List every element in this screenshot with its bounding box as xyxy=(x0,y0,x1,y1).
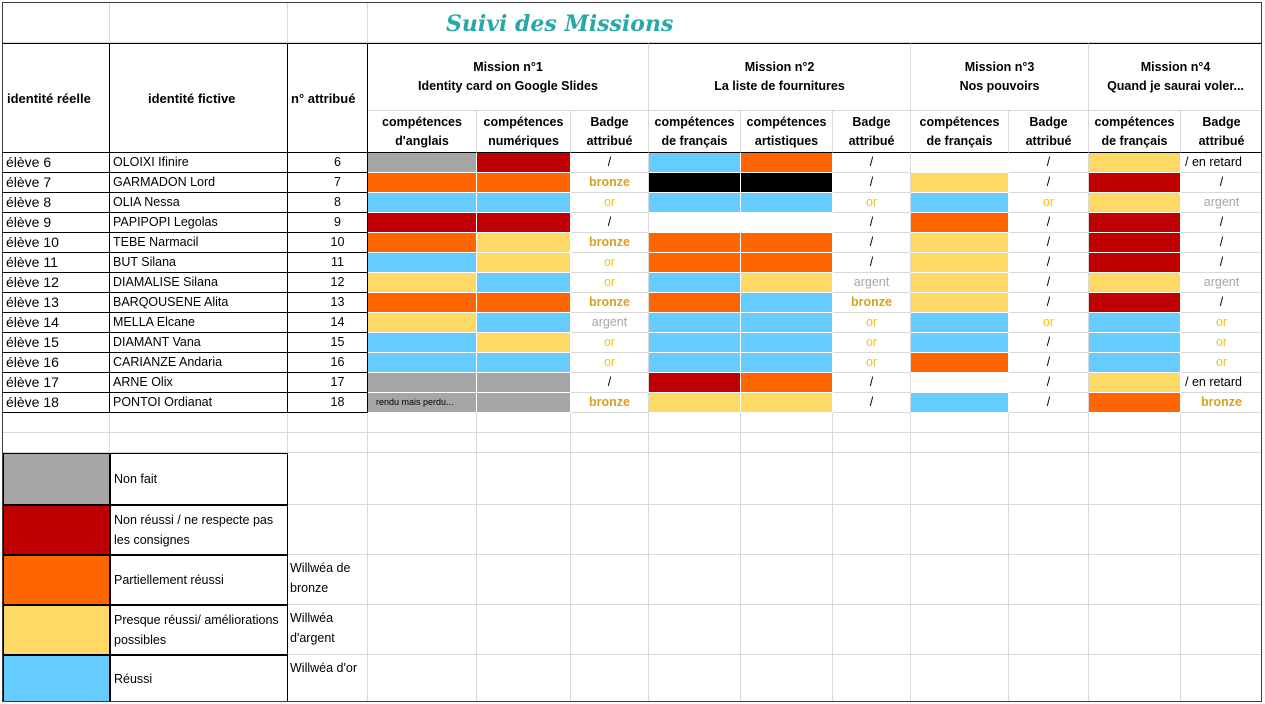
grid-cell[interactable] xyxy=(571,605,649,655)
student-number: 10 xyxy=(288,233,368,253)
grid-cell[interactable] xyxy=(1009,555,1089,605)
column-header: Badge attribué xyxy=(571,111,649,153)
skill-cell-m1-digital[interactable] xyxy=(477,353,571,373)
legend-swatch xyxy=(3,555,110,605)
badge-cell[interactable]: / xyxy=(1181,173,1262,193)
column-header: compétences numériques xyxy=(477,111,571,153)
student-number: 18 xyxy=(288,393,368,413)
skill-cell-m1-digital[interactable] xyxy=(477,313,571,333)
grid-cell[interactable] xyxy=(1089,505,1181,555)
grid-cell[interactable] xyxy=(1181,413,1262,433)
skill-cell-m1-english[interactable] xyxy=(368,193,477,213)
skill-cell-m3-french[interactable] xyxy=(911,333,1009,353)
mission-header-3 xyxy=(911,43,1089,111)
badge-cell[interactable]: / xyxy=(833,373,911,393)
skill-cell-m3-french[interactable] xyxy=(911,193,1009,213)
skill-cell-m3-french[interactable] xyxy=(911,153,1009,173)
badge-cell[interactable]: / xyxy=(571,373,649,393)
badge-cell[interactable]: / xyxy=(1009,153,1089,173)
mission-header-1 xyxy=(368,43,649,111)
grid-cell[interactable] xyxy=(649,555,741,605)
skill-cell-m2-french[interactable] xyxy=(649,233,741,253)
student-number: 9 xyxy=(288,213,368,233)
grid-cell[interactable] xyxy=(649,453,741,505)
skill-cell-m1-english[interactable] xyxy=(368,353,477,373)
skill-cell-m2-french[interactable] xyxy=(649,333,741,353)
cell-note: rendu mais perdu... xyxy=(376,397,454,407)
student-number: 7 xyxy=(288,173,368,193)
grid-cell[interactable] xyxy=(477,605,571,655)
skill-cell-m2-artistic[interactable] xyxy=(741,193,833,213)
header-fictional-identity: identité fictive xyxy=(110,43,288,153)
column-header: compétences de français xyxy=(649,111,741,153)
grid-cell[interactable] xyxy=(1089,413,1181,433)
badge-cell[interactable]: / xyxy=(1009,233,1089,253)
student-fictional-name: PONTOI Ordianat xyxy=(110,393,288,413)
badge-cell[interactable]: bronze xyxy=(571,173,649,193)
badge-cell[interactable]: / xyxy=(833,213,911,233)
student-number: 11 xyxy=(288,253,368,273)
grid-cell[interactable] xyxy=(649,433,741,453)
grid-cell[interactable] xyxy=(911,655,1009,702)
student-number: 12 xyxy=(288,273,368,293)
skill-cell-m2-artistic[interactable] xyxy=(741,353,833,373)
badge-cell[interactable]: / xyxy=(833,173,911,193)
badge-cell[interactable]: bronze xyxy=(1181,393,1262,413)
skill-cell-m2-artistic[interactable] xyxy=(741,253,833,273)
grid-cell[interactable] xyxy=(649,605,741,655)
column-header: compétences d'anglais xyxy=(368,111,477,153)
grid-cell[interactable] xyxy=(571,433,649,453)
legend-swatch xyxy=(3,453,110,505)
skill-cell-m3-french[interactable] xyxy=(911,353,1009,373)
badge-cell[interactable]: argent xyxy=(1181,273,1262,293)
skill-cell-m2-french[interactable] xyxy=(649,153,741,173)
student-number: 14 xyxy=(288,313,368,333)
skill-cell-m4-french[interactable] xyxy=(1089,313,1181,333)
badge-cell[interactable]: / xyxy=(1009,333,1089,353)
skill-cell-m3-french[interactable] xyxy=(911,373,1009,393)
skill-cell-m1-english[interactable] xyxy=(368,153,477,173)
legend-label: Presque réussi/ améliorations possibles xyxy=(110,605,288,655)
grid-cell[interactable] xyxy=(833,505,911,555)
grid-cell[interactable] xyxy=(911,433,1009,453)
skill-cell-m4-french[interactable] xyxy=(1089,173,1181,193)
skill-cell-m2-artistic[interactable] xyxy=(741,213,833,233)
student-fictional-name: TEBE Narmacil xyxy=(110,233,288,253)
skill-cell-m4-french[interactable] xyxy=(1089,333,1181,353)
student-real-name: élève 18 xyxy=(3,393,110,413)
badge-cell[interactable]: / xyxy=(833,393,911,413)
skill-cell-m2-french[interactable] xyxy=(649,253,741,273)
student-fictional-name: GARMADON Lord xyxy=(110,173,288,193)
skill-cell-m4-french[interactable] xyxy=(1089,353,1181,373)
student-real-name: élève 9 xyxy=(3,213,110,233)
skill-cell-m3-french[interactable] xyxy=(911,273,1009,293)
grid-cell[interactable] xyxy=(741,433,833,453)
grid-cell[interactable] xyxy=(911,505,1009,555)
grid-cell[interactable] xyxy=(911,453,1009,505)
skill-cell-m1-digital[interactable] xyxy=(477,193,571,213)
column-header: Badge attribué xyxy=(1009,111,1089,153)
skill-cell-m1-english[interactable] xyxy=(368,333,477,353)
grid-cell[interactable] xyxy=(833,555,911,605)
student-fictional-name: MELLA Elcane xyxy=(110,313,288,333)
column-header: compétences de français xyxy=(911,111,1009,153)
grid-cell[interactable] xyxy=(1181,505,1262,555)
legend-label: Non réussi / ne respecte pas les consignes xyxy=(110,505,288,555)
badge-cell[interactable]: or xyxy=(833,313,911,333)
grid-cell[interactable] xyxy=(368,505,477,555)
badge-cell[interactable]: / xyxy=(1009,253,1089,273)
badge-cell[interactable]: or xyxy=(571,333,649,353)
skill-cell-m2-artistic[interactable] xyxy=(741,393,833,413)
skill-cell-m3-french[interactable] xyxy=(911,173,1009,193)
skill-cell-m1-digital[interactable] xyxy=(477,153,571,173)
skill-cell-m4-french[interactable] xyxy=(1089,293,1181,313)
grid-cell[interactable] xyxy=(741,605,833,655)
badge-cell[interactable]: / xyxy=(571,213,649,233)
grid-cell[interactable] xyxy=(571,505,649,555)
skill-cell-m3-french[interactable] xyxy=(911,253,1009,273)
badge-cell[interactable]: or xyxy=(833,333,911,353)
badge-cell[interactable]: or xyxy=(833,193,911,213)
student-number: 6 xyxy=(288,153,368,173)
grid-cell[interactable] xyxy=(288,413,368,433)
grid-cell[interactable] xyxy=(571,453,649,505)
grid-cell[interactable] xyxy=(3,433,110,453)
mission-header-2 xyxy=(649,43,911,111)
skill-cell-m1-english[interactable] xyxy=(368,173,477,193)
grid-cell[interactable] xyxy=(741,655,833,702)
skill-cell-m1-digital[interactable] xyxy=(477,233,571,253)
mission-title: Mission n°1 xyxy=(473,60,543,74)
student-fictional-name: DIAMANT Vana xyxy=(110,333,288,353)
badge-cell[interactable]: / xyxy=(1009,393,1089,413)
skill-cell-m2-french[interactable] xyxy=(649,393,741,413)
skill-cell-m2-french[interactable] xyxy=(649,193,741,213)
student-fictional-name: OLIA Nessa xyxy=(110,193,288,213)
legend-label: Réussi xyxy=(110,655,288,702)
skill-cell-m1-english[interactable] xyxy=(368,213,477,233)
grid-cell[interactable] xyxy=(110,413,288,433)
badge-cell[interactable]: / xyxy=(833,233,911,253)
skill-cell-m2-artistic[interactable] xyxy=(741,233,833,253)
grid-cell[interactable] xyxy=(571,555,649,605)
badge-cell[interactable]: argent xyxy=(1181,193,1262,213)
mission-header-4 xyxy=(1089,43,1262,111)
badge-cell[interactable]: argent xyxy=(833,273,911,293)
grid-cell[interactable] xyxy=(368,453,477,505)
grid-cell[interactable] xyxy=(3,413,110,433)
student-fictional-name: CARIANZE Andaria xyxy=(110,353,288,373)
skill-cell-m1-digital[interactable] xyxy=(477,293,571,313)
skill-cell-m2-french[interactable] xyxy=(649,173,741,193)
student-real-name: élève 6 xyxy=(3,153,110,173)
student-real-name: élève 11 xyxy=(3,253,110,273)
grid-cell[interactable] xyxy=(477,433,571,453)
badge-cell[interactable]: or xyxy=(571,353,649,373)
grid-cell[interactable] xyxy=(368,433,477,453)
mission-title: Mission n°4 xyxy=(1140,60,1211,74)
grid-cell[interactable] xyxy=(1181,433,1262,453)
skill-cell-m2-artistic[interactable] xyxy=(741,373,833,393)
grid-cell[interactable] xyxy=(1181,605,1262,655)
grid-cell[interactable] xyxy=(477,413,571,433)
grid-cell[interactable] xyxy=(911,605,1009,655)
student-number: 16 xyxy=(288,353,368,373)
badge-cell[interactable]: / xyxy=(1009,293,1089,313)
skill-cell-m1-english[interactable] xyxy=(368,253,477,273)
column-header: compétences de français xyxy=(1089,111,1181,153)
student-number: 13 xyxy=(288,293,368,313)
student-real-name: élève 16 xyxy=(3,353,110,373)
grid-cell[interactable] xyxy=(1089,453,1181,505)
skill-cell-m1-english[interactable] xyxy=(368,393,477,413)
mission-subtitle: La liste de fournitures xyxy=(714,79,845,93)
grid-cell[interactable] xyxy=(833,433,911,453)
badge-cell[interactable]: / xyxy=(1181,253,1262,273)
skill-cell-m3-french[interactable] xyxy=(911,293,1009,313)
skill-cell-m2-french[interactable] xyxy=(649,273,741,293)
badge-cell[interactable]: argent xyxy=(571,313,649,333)
skill-cell-m3-french[interactable] xyxy=(911,213,1009,233)
skill-cell-m1-digital[interactable] xyxy=(477,333,571,353)
skill-cell-m2-artistic[interactable] xyxy=(741,293,833,313)
badge-cell[interactable]: / xyxy=(1009,273,1089,293)
grid-cell[interactable] xyxy=(477,655,571,702)
grid-cell[interactable] xyxy=(1009,505,1089,555)
legend-swatch xyxy=(3,505,110,555)
badge-cell[interactable]: or xyxy=(1181,333,1262,353)
student-real-name: élève 13 xyxy=(3,293,110,313)
badge-cell[interactable]: / xyxy=(833,253,911,273)
skill-cell-m2-french[interactable] xyxy=(649,373,741,393)
badge-cell[interactable]: / xyxy=(1009,373,1089,393)
legend-badge-label: Willwéa d'argent xyxy=(290,611,335,645)
skill-cell-m1-digital[interactable] xyxy=(477,253,571,273)
mission-title: Mission n°3 xyxy=(964,60,1035,74)
grid-cell[interactable] xyxy=(1089,655,1181,702)
skill-cell-m1-digital[interactable] xyxy=(477,273,571,293)
student-fictional-name: BUT Silana xyxy=(110,253,288,273)
skill-cell-m1-english[interactable] xyxy=(368,373,477,393)
grid-cell[interactable] xyxy=(571,655,649,702)
badge-cell[interactable]: or xyxy=(571,273,649,293)
skill-cell-m1-english[interactable] xyxy=(368,273,477,293)
grid-cell[interactable] xyxy=(288,433,368,453)
skill-cell-m4-french[interactable] xyxy=(1089,213,1181,233)
skill-cell-m2-artistic[interactable] xyxy=(741,173,833,193)
student-real-name: élève 8 xyxy=(3,193,110,213)
badge-cell[interactable]: bronze xyxy=(571,393,649,413)
legend-label: Non fait xyxy=(110,453,288,505)
student-number: 15 xyxy=(288,333,368,353)
skill-cell-m1-digital[interactable] xyxy=(477,213,571,233)
grid-cell[interactable] xyxy=(833,453,911,505)
skill-cell-m2-artistic[interactable] xyxy=(741,313,833,333)
grid-cell[interactable] xyxy=(477,555,571,605)
badge-cell[interactable]: / xyxy=(1009,173,1089,193)
legend-label: Partiellement réussi xyxy=(110,555,288,605)
grid-cell[interactable] xyxy=(741,453,833,505)
student-number: 17 xyxy=(288,373,368,393)
grid-cell[interactable] xyxy=(288,3,368,43)
skill-cell-m4-french[interactable] xyxy=(1089,393,1181,413)
column-header: compétences artistiques xyxy=(741,111,833,153)
grid-cell[interactable] xyxy=(833,655,911,702)
grid-cell[interactable] xyxy=(1089,433,1181,453)
grid-cell[interactable] xyxy=(368,555,477,605)
grid-cell[interactable] xyxy=(1009,453,1089,505)
skill-cell-m4-french[interactable] xyxy=(1089,253,1181,273)
mission-subtitle: Nos pouvoirs xyxy=(959,79,1040,93)
grid-cell[interactable] xyxy=(1181,453,1262,505)
grid-cell[interactable] xyxy=(477,505,571,555)
badge-cell[interactable]: / xyxy=(833,153,911,173)
skill-cell-m1-digital[interactable] xyxy=(477,173,571,193)
mission-title: Mission n°2 xyxy=(744,60,815,74)
grid-cell[interactable] xyxy=(1009,605,1089,655)
grid-cell[interactable] xyxy=(288,453,368,505)
student-fictional-name: ARNE Olix xyxy=(110,373,288,393)
skill-cell-m1-digital[interactable] xyxy=(477,393,571,413)
skill-cell-m4-french[interactable] xyxy=(1089,193,1181,213)
grid-cell[interactable] xyxy=(368,413,477,433)
student-fictional-name: DIAMALISE Silana xyxy=(110,273,288,293)
badge-cell[interactable]: / xyxy=(1181,213,1262,233)
grid-cell[interactable] xyxy=(571,413,649,433)
student-real-name: élève 12 xyxy=(3,273,110,293)
student-fictional-name: OLOIXI Ifinire xyxy=(110,153,288,173)
student-fictional-name: PAPIPOPI Legolas xyxy=(110,213,288,233)
skill-cell-m4-french[interactable] xyxy=(1089,273,1181,293)
skill-cell-m3-french[interactable] xyxy=(911,393,1009,413)
grid-cell[interactable] xyxy=(1089,555,1181,605)
grid-cell[interactable] xyxy=(741,413,833,433)
mission-subtitle: Quand je saurai voler... xyxy=(1107,79,1244,93)
grid-cell[interactable] xyxy=(110,433,288,453)
grid-cell[interactable] xyxy=(1009,413,1089,433)
badge-cell[interactable]: / en retard xyxy=(1181,373,1262,393)
skill-cell-m2-french[interactable] xyxy=(649,353,741,373)
grid-cell[interactable] xyxy=(368,605,477,655)
student-real-name: élève 14 xyxy=(3,313,110,333)
badge-cell[interactable]: or xyxy=(1009,193,1089,213)
legend-swatch xyxy=(3,605,110,655)
badge-cell[interactable]: bronze xyxy=(571,233,649,253)
badge-cell[interactable]: or xyxy=(1181,313,1262,333)
badge-cell[interactable]: or xyxy=(571,193,649,213)
skill-cell-m2-artistic[interactable] xyxy=(741,273,833,293)
badge-cell[interactable]: / xyxy=(1009,213,1089,233)
column-header: Badge attribué xyxy=(833,111,911,153)
skill-cell-m3-french[interactable] xyxy=(911,313,1009,333)
badge-cell[interactable]: or xyxy=(1009,313,1089,333)
badge-cell[interactable]: / xyxy=(1009,353,1089,373)
grid-cell[interactable] xyxy=(288,505,368,555)
grid-cell[interactable] xyxy=(1009,433,1089,453)
badge-cell[interactable]: or xyxy=(1181,353,1262,373)
grid-cell[interactable] xyxy=(911,413,1009,433)
legend-badge-label: Willwéa de bronze xyxy=(290,561,351,595)
grid-cell[interactable] xyxy=(649,413,741,433)
student-number: 8 xyxy=(288,193,368,213)
skill-cell-m2-artistic[interactable] xyxy=(741,333,833,353)
header-real-identity: identité réelle xyxy=(3,43,110,153)
badge-cell[interactable]: / xyxy=(571,153,649,173)
spreadsheet-frame xyxy=(2,2,1262,702)
student-real-name: élève 10 xyxy=(3,233,110,253)
skill-cell-m1-digital[interactable] xyxy=(477,373,571,393)
skill-cell-m1-english[interactable] xyxy=(368,313,477,333)
badge-cell[interactable]: / en retard xyxy=(1181,153,1262,173)
badge-cell[interactable]: / xyxy=(1181,233,1262,253)
skill-cell-m4-french[interactable] xyxy=(1089,153,1181,173)
grid-cell[interactable] xyxy=(1181,655,1262,702)
grid-cell[interactable] xyxy=(833,605,911,655)
grid-cell[interactable] xyxy=(1181,555,1262,605)
grid-cell[interactable] xyxy=(1089,605,1181,655)
badge-cell[interactable]: bronze xyxy=(571,293,649,313)
skill-cell-m4-french[interactable] xyxy=(1089,233,1181,253)
grid-cell[interactable] xyxy=(368,655,477,702)
skill-cell-m2-artistic[interactable] xyxy=(741,153,833,173)
grid-cell[interactable] xyxy=(477,453,571,505)
skill-cell-m4-french[interactable] xyxy=(1089,373,1181,393)
grid-cell[interactable] xyxy=(649,505,741,555)
badge-cell[interactable]: bronze xyxy=(833,293,911,313)
legend-badge-label: Willwéa d'or xyxy=(290,661,357,675)
skill-cell-m1-english[interactable] xyxy=(368,233,477,253)
legend-swatch xyxy=(3,655,110,702)
student-real-name: élève 17 xyxy=(3,373,110,393)
grid-cell[interactable] xyxy=(1009,655,1089,702)
badge-cell[interactable]: or xyxy=(571,253,649,273)
skill-cell-m2-french[interactable] xyxy=(649,293,741,313)
grid-cell[interactable] xyxy=(3,3,110,43)
grid-cell[interactable] xyxy=(741,555,833,605)
skill-cell-m2-french[interactable] xyxy=(649,313,741,333)
column-header: Badge attribué xyxy=(1181,111,1262,153)
student-real-name: élève 15 xyxy=(3,333,110,353)
page-title: Suivi des Missions xyxy=(368,3,1262,43)
skill-cell-m1-english[interactable] xyxy=(368,293,477,313)
header-assigned-number: n° attribué xyxy=(288,43,368,153)
grid-cell[interactable] xyxy=(911,555,1009,605)
badge-cell[interactable]: / xyxy=(1181,293,1262,313)
grid-cell[interactable] xyxy=(110,3,288,43)
student-real-name: élève 7 xyxy=(3,173,110,193)
skill-cell-m3-french[interactable] xyxy=(911,233,1009,253)
badge-cell[interactable]: or xyxy=(833,353,911,373)
grid-cell[interactable] xyxy=(649,655,741,702)
skill-cell-m2-french[interactable] xyxy=(649,213,741,233)
grid-cell[interactable] xyxy=(833,413,911,433)
grid-cell[interactable] xyxy=(741,505,833,555)
mission-subtitle: Identity card on Google Slides xyxy=(418,79,598,93)
student-fictional-name: BARQOUSENE Alita xyxy=(110,293,288,313)
